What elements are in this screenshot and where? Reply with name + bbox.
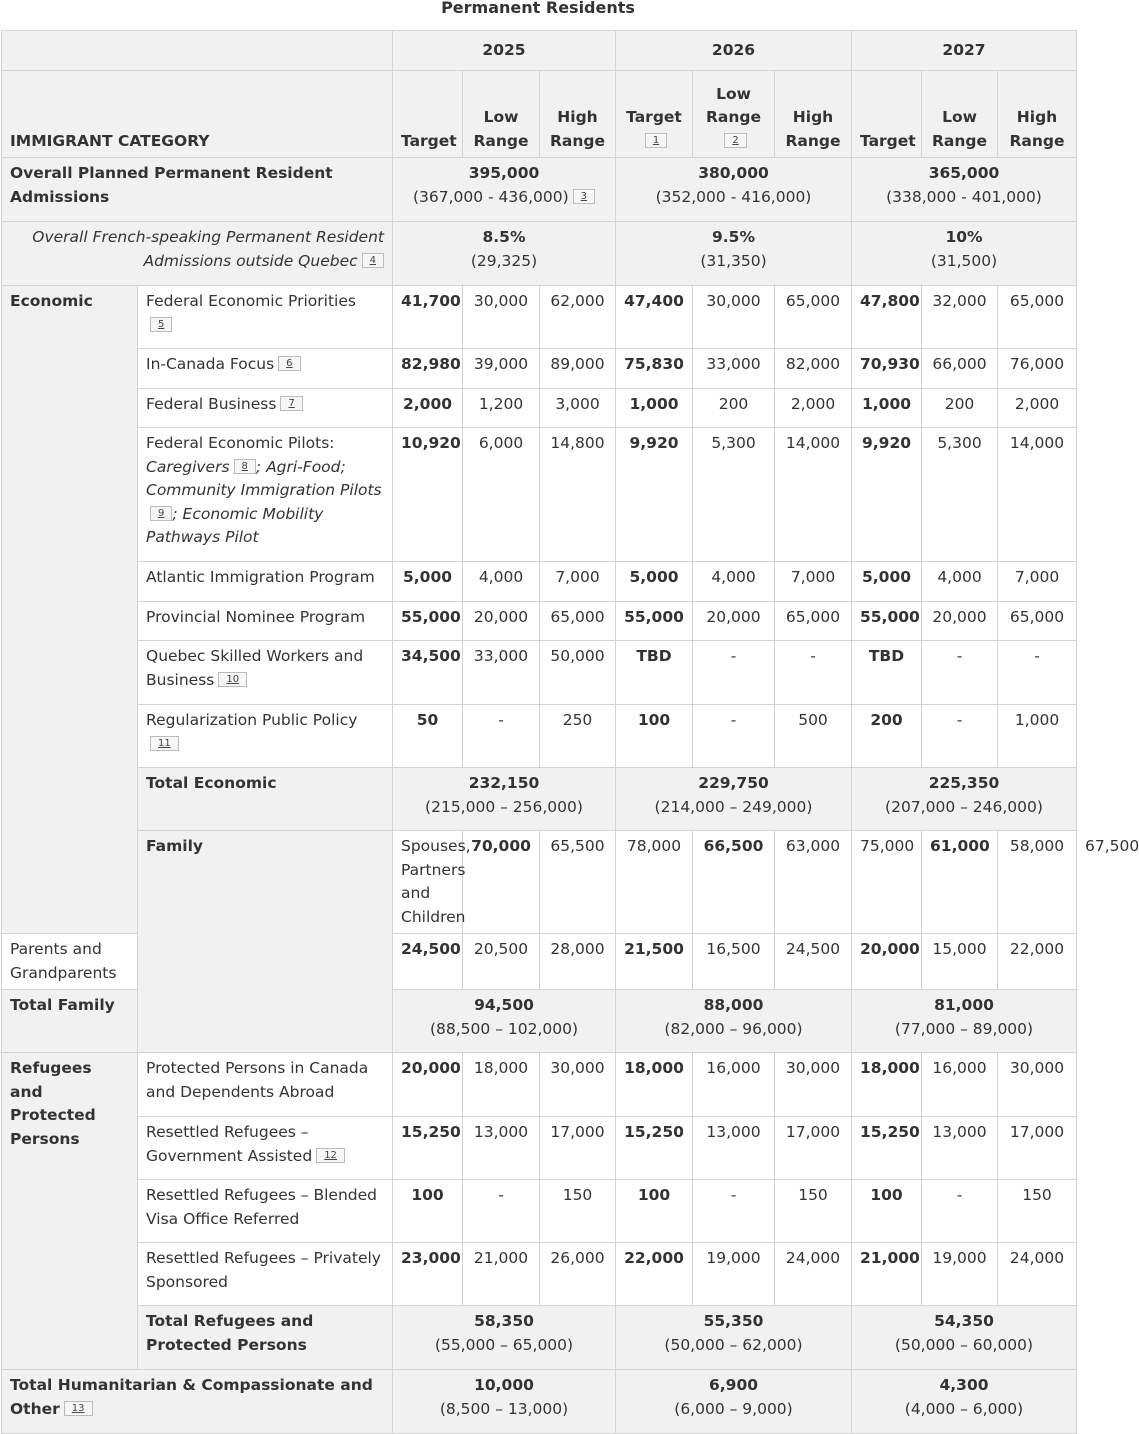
value-cell: 66,500	[693, 831, 775, 934]
table-row	[2, 1053, 1077, 1117]
row-label	[138, 641, 393, 705]
total-refugees-2027	[852, 1306, 1077, 1370]
low-range-label: Low Range	[705, 84, 762, 126]
value-cell: 65,000	[775, 602, 852, 641]
value-cell: 70,930	[852, 349, 922, 389]
french-count-2027: (31,500)	[930, 251, 998, 270]
row-label-text: Regularization Public Policy	[146, 711, 358, 729]
value-cell: 19,000	[922, 1243, 998, 1306]
value-cell: 7,000	[540, 562, 616, 602]
total-family-2026	[616, 990, 852, 1053]
total-hc-2027	[852, 1370, 1077, 1434]
value-cell: 75,000	[852, 831, 922, 934]
value-cell: 1,000	[616, 389, 693, 428]
value-cell: 100	[393, 1180, 463, 1243]
value-cell: 15,250	[852, 1117, 922, 1180]
row-label	[138, 1117, 393, 1180]
table-row	[2, 1117, 1077, 1180]
value-cell: 100	[616, 1180, 693, 1243]
value-cell: 2,000	[393, 389, 463, 428]
value-cell: 100	[616, 705, 693, 768]
value-cell: 200	[852, 705, 922, 768]
value-cell: 70,000	[463, 831, 540, 934]
french-2027	[852, 222, 1077, 286]
value-cell: 65,000	[998, 602, 1077, 641]
value-cell: 20,000	[693, 602, 775, 641]
value-cell: 200	[922, 389, 998, 428]
value-cell: 55,000	[616, 602, 693, 641]
row-label-text: Resettled Refugees – Government Assisted	[146, 1123, 313, 1165]
footnote-link[interactable]: 5	[150, 317, 172, 332]
total-row	[2, 1370, 1077, 1434]
french-share-2027: 10%	[945, 228, 983, 246]
value-cell: -	[922, 1180, 998, 1243]
value-cell: 17,000	[775, 1117, 852, 1180]
total-range: (50,000 – 60,000)	[894, 1335, 1034, 1354]
value-cell: 50,000	[540, 641, 616, 705]
total-range: (50,000 – 62,000)	[664, 1335, 803, 1354]
french-label-text: Overall French-speaking Permanent Resident Admissions outside Quebec	[32, 228, 384, 270]
high-range-header: High Range	[540, 71, 616, 158]
total-value: 58,350	[474, 1312, 534, 1330]
row-label: Provincial Nominee Program	[138, 602, 393, 641]
value-cell: 5,000	[852, 562, 922, 602]
value-cell: 9,920	[616, 428, 693, 562]
overall-range-2027: (338,000 - 401,000)	[886, 187, 1042, 206]
target-header	[616, 71, 693, 158]
french-count-2025: (29,325)	[470, 251, 538, 270]
overall-2027	[852, 158, 1077, 222]
total-refugees-2026	[616, 1306, 852, 1370]
value-cell: 61,000	[922, 831, 998, 934]
value-cell: 14,000	[775, 428, 852, 562]
french-2025	[393, 222, 616, 286]
value-cell: 2,000	[998, 389, 1077, 428]
footnote-link[interactable]: 12	[316, 1148, 345, 1163]
value-cell: 65,000	[775, 286, 852, 349]
value-cell: 55,000	[393, 602, 463, 641]
value-cell: 7,000	[775, 562, 852, 602]
overall-target-2025: 395,000	[468, 164, 540, 182]
value-cell: 20,000	[852, 934, 922, 990]
value-cell: 66,000	[922, 349, 998, 389]
value-cell: 23,000	[393, 1243, 463, 1306]
value-cell: 3,000	[540, 389, 616, 428]
value-cell: 62,000	[540, 286, 616, 349]
total-family-2025	[393, 990, 616, 1053]
high-range-header: High Range	[775, 71, 852, 158]
value-cell: TBD	[852, 641, 922, 705]
value-cell: 24,000	[998, 1243, 1077, 1306]
total-row	[2, 768, 1077, 831]
total-economic-2026	[616, 768, 852, 831]
total-row	[2, 1306, 1077, 1370]
target-header: Target	[393, 71, 463, 158]
footnote-link[interactable]: 2	[724, 133, 746, 148]
value-cell: 21,000	[463, 1243, 540, 1306]
total-refugees-label: Total Refugees and Protected Persons	[138, 1306, 393, 1370]
row-label: Atlantic Immigration Program	[138, 562, 393, 602]
total-economic-2025	[393, 768, 616, 831]
value-cell: 21,500	[616, 934, 693, 990]
row-label-text: Quebec Skilled Workers and Business	[146, 647, 364, 689]
total-range: (8,500 – 13,000)	[439, 1399, 569, 1418]
row-label-text: Federal Business	[146, 395, 277, 413]
value-cell: -	[463, 705, 540, 768]
value-cell: 13,000	[922, 1117, 998, 1180]
value-cell: 4,000	[693, 562, 775, 602]
overall-2025	[393, 158, 616, 222]
total-value: 88,000	[703, 996, 764, 1014]
footnote-link[interactable]: 11	[150, 736, 179, 751]
value-cell: 16,000	[693, 1053, 775, 1117]
levels-plan-table	[1, 30, 1139, 1434]
value-cell: 24,500	[775, 934, 852, 990]
value-cell: 150	[998, 1180, 1077, 1243]
value-cell: 1,000	[998, 705, 1077, 768]
corner-cell	[2, 31, 393, 71]
row-label	[138, 705, 393, 768]
table-row	[2, 602, 1077, 641]
target-header: Target	[852, 71, 922, 158]
value-cell: 82,000	[775, 349, 852, 389]
value-cell: 14,000	[998, 428, 1077, 562]
value-cell: TBD	[616, 641, 693, 705]
row-label: Resettled Refugees – Blended Visa Office Referred	[138, 1180, 393, 1243]
value-cell: 58,000	[998, 831, 1077, 934]
low-range-header: Low Range	[463, 71, 540, 158]
total-range: (6,000 – 9,000)	[674, 1399, 793, 1418]
value-cell: -	[922, 705, 998, 768]
footnote-link[interactable]: 10	[218, 672, 247, 687]
value-cell: 30,000	[775, 1053, 852, 1117]
group-refugees: Refugees and Protected Persons	[2, 1053, 138, 1370]
value-cell: 6,000	[463, 428, 540, 562]
pilot-emp: ; Economic Mobility Pathways Pilot	[146, 504, 324, 546]
total-range: (82,000 – 96,000)	[664, 1019, 803, 1038]
value-cell: -	[775, 641, 852, 705]
value-cell: 30,000	[463, 286, 540, 349]
value-cell: 17,000	[998, 1117, 1077, 1180]
value-cell: 15,000	[922, 934, 998, 990]
total-range: (215,000 – 256,000)	[425, 797, 583, 816]
value-cell: 47,400	[616, 286, 693, 349]
table-row	[2, 641, 1077, 705]
value-cell: 5,000	[616, 562, 693, 602]
value-cell: 1,200	[463, 389, 540, 428]
french-label	[2, 222, 393, 286]
overall-target-2026: 380,000	[698, 164, 769, 182]
value-cell: 21,000	[852, 1243, 922, 1306]
table-row	[2, 1180, 1077, 1243]
row-label-text: Federal Economic Priorities	[146, 292, 356, 310]
value-cell: 10,920	[393, 428, 463, 562]
row-label: Spouses, Partners and Children	[393, 831, 463, 934]
total-value: 4,300	[939, 1376, 989, 1394]
row-label	[138, 428, 393, 562]
footnote-link[interactable]: 1	[645, 133, 667, 148]
footnote-link[interactable]: 4	[362, 253, 384, 268]
total-refugees-2025	[393, 1306, 616, 1370]
table-row	[2, 1243, 1077, 1306]
value-cell: 9,920	[852, 428, 922, 562]
value-cell: 100	[852, 1180, 922, 1243]
pilot-caregivers: Caregivers	[146, 457, 230, 476]
row-label: Protected Persons in Canada and Dependents Abroad	[138, 1053, 393, 1117]
total-family-label: Total Family	[2, 990, 138, 1053]
year-header-2027: 2027	[852, 31, 1077, 71]
french-share-2026: 9.5%	[712, 228, 755, 246]
value-cell: 63,000	[775, 831, 852, 934]
value-cell: 1,000	[852, 389, 922, 428]
value-cell: 33,000	[693, 349, 775, 389]
french-2026	[616, 222, 852, 286]
table-row: Family Spouses, Partners and Children 70,000 65,500 78,000 66,500 63,000 75,000 61,000 58,000 67,500	[2, 831, 1077, 934]
total-value: 81,000	[934, 996, 994, 1014]
footnote-link[interactable]: 7	[280, 396, 302, 411]
total-range: (55,000 – 65,000)	[434, 1335, 574, 1354]
total-economic-label: Total Economic	[138, 768, 393, 831]
table-row	[2, 705, 1077, 768]
value-cell: 17,000	[540, 1117, 616, 1180]
value-cell: 26,000	[540, 1243, 616, 1306]
row-label: Resettled Refugees – Privately Sponsored	[138, 1243, 393, 1306]
value-cell: 18,000	[852, 1053, 922, 1117]
footnote-link[interactable]: 9	[150, 506, 172, 521]
table-row	[2, 389, 1077, 428]
total-value: 94,500	[474, 996, 534, 1014]
value-cell: 65,000	[540, 602, 616, 641]
target-label: Target	[626, 108, 682, 126]
value-cell: 20,000	[393, 1053, 463, 1117]
total-value: 232,150	[468, 774, 540, 792]
high-range-header: High Range	[998, 71, 1077, 158]
total-range: (77,000 – 89,000)	[894, 1019, 1034, 1038]
row-label	[138, 286, 393, 349]
group-economic: Economic	[2, 286, 138, 934]
value-cell: 5,300	[693, 428, 775, 562]
total-hc-2026	[616, 1370, 852, 1434]
value-cell: -	[693, 1180, 775, 1243]
overall-label-text: Overall Planned Permanent Resident Admissions	[10, 164, 333, 206]
value-cell: 19,000	[693, 1243, 775, 1306]
value-cell: 18,000	[616, 1053, 693, 1117]
group-family: Family	[138, 831, 393, 1053]
table-row	[2, 562, 1077, 602]
table-row	[2, 428, 1077, 562]
category-header: IMMIGRANT CATEGORY	[2, 71, 393, 158]
value-cell: 15,250	[393, 1117, 463, 1180]
row-label-text: Federal Economic Pilots:	[146, 434, 335, 452]
footnote-link[interactable]: 3	[573, 189, 595, 204]
table-row	[2, 349, 1077, 389]
value-cell: 22,000	[616, 1243, 693, 1306]
value-cell: -	[463, 1180, 540, 1243]
value-cell: 15,250	[616, 1117, 693, 1180]
year-header-2026: 2026	[616, 31, 852, 71]
total-hc-2025	[393, 1370, 616, 1434]
value-cell: 78,000	[616, 831, 693, 934]
value-cell: 150	[775, 1180, 852, 1243]
value-cell: 200	[693, 389, 775, 428]
value-cell: 30,000	[998, 1053, 1077, 1117]
value-cell: 250	[540, 705, 616, 768]
total-value: 10,000	[474, 1376, 534, 1394]
footnote-link[interactable]: 6	[278, 356, 300, 371]
pilot-agri-community: ; Agri-Food; Community Immigration Pilots	[146, 457, 382, 499]
value-cell: 39,000	[463, 349, 540, 389]
overall-range-2026: (352,000 - 416,000)	[655, 187, 812, 206]
low-range-header: Low Range	[922, 71, 998, 158]
value-cell: -	[693, 641, 775, 705]
overall-target-2027: 365,000	[928, 164, 1000, 182]
french-count-2026: (31,350)	[700, 251, 767, 270]
value-cell: 82,980	[393, 349, 463, 389]
row-label	[138, 349, 393, 389]
total-family-2027	[852, 990, 1077, 1053]
value-cell: 24,500	[393, 934, 463, 990]
value-cell: 65,500	[540, 831, 616, 934]
value-cell: 7,000	[998, 562, 1077, 602]
total-value: 6,900	[708, 1376, 759, 1394]
value-cell: 28,000	[540, 934, 616, 990]
value-cell: 41,700	[393, 286, 463, 349]
value-cell: 13,000	[463, 1117, 540, 1180]
value-cell: 13,000	[693, 1117, 775, 1180]
row-label-text: In-Canada Focus	[146, 355, 275, 373]
value-cell: 5,300	[922, 428, 998, 562]
value-cell: 47,800	[852, 286, 922, 349]
value-cell: 4,000	[463, 562, 540, 602]
total-value: 229,750	[698, 774, 769, 792]
footnote-link[interactable]: 8	[234, 459, 256, 474]
total-hc-label-text: Total Humanitarian & Compassionate and Other	[10, 1376, 373, 1418]
value-cell: 4,000	[922, 562, 998, 602]
row-label: Parents and Grandparents	[2, 934, 138, 990]
total-value: 55,350	[703, 1312, 764, 1330]
value-cell: 24,000	[775, 1243, 852, 1306]
value-cell: 34,500	[393, 641, 463, 705]
table-caption: Permanent Residents	[441, 0, 635, 17]
value-cell: 75,830	[616, 349, 693, 389]
french-share-2025: 8.5%	[482, 228, 526, 246]
row-label	[138, 389, 393, 428]
value-cell: 2,000	[775, 389, 852, 428]
value-cell: 14,800	[540, 428, 616, 562]
value-cell: 32,000	[922, 286, 998, 349]
value-cell: 5,000	[393, 562, 463, 602]
total-range: (207,000 – 246,000)	[885, 797, 1043, 816]
value-cell: 33,000	[463, 641, 540, 705]
value-cell: 20,500	[463, 934, 540, 990]
total-range: (88,500 – 102,000)	[429, 1019, 579, 1038]
footnote-link[interactable]: 13	[64, 1401, 93, 1416]
value-cell: 500	[775, 705, 852, 768]
value-cell: 30,000	[693, 286, 775, 349]
year-header-2025: 2025	[393, 31, 616, 71]
total-economic-2027	[852, 768, 1077, 831]
total-value: 225,350	[928, 774, 1000, 792]
total-value: 54,350	[934, 1312, 994, 1330]
table-row	[2, 286, 1077, 349]
value-cell: -	[693, 705, 775, 768]
overall-label	[2, 158, 393, 222]
value-cell: -	[922, 641, 998, 705]
value-cell: 150	[540, 1180, 616, 1243]
overall-range-2025: (367,000 - 436,000)	[412, 187, 569, 206]
value-cell: 20,000	[463, 602, 540, 641]
value-cell: 76,000	[998, 349, 1077, 389]
value-cell: 50	[393, 705, 463, 768]
total-range: (4,000 – 6,000)	[904, 1399, 1024, 1418]
value-cell: 22,000	[998, 934, 1077, 990]
value-cell: 18,000	[463, 1053, 540, 1117]
value-cell: -	[998, 641, 1077, 705]
total-range: (214,000 – 249,000)	[654, 797, 813, 816]
value-cell: 65,000	[998, 286, 1077, 349]
value-cell: 16,500	[693, 934, 775, 990]
value-cell: 55,000	[852, 602, 922, 641]
value-cell: 16,000	[922, 1053, 998, 1117]
value-cell: 30,000	[540, 1053, 616, 1117]
total-hc-label	[2, 1370, 393, 1434]
value-cell: 89,000	[540, 349, 616, 389]
value-cell: 20,000	[922, 602, 998, 641]
overall-2026	[616, 158, 852, 222]
low-range-header	[693, 71, 775, 158]
